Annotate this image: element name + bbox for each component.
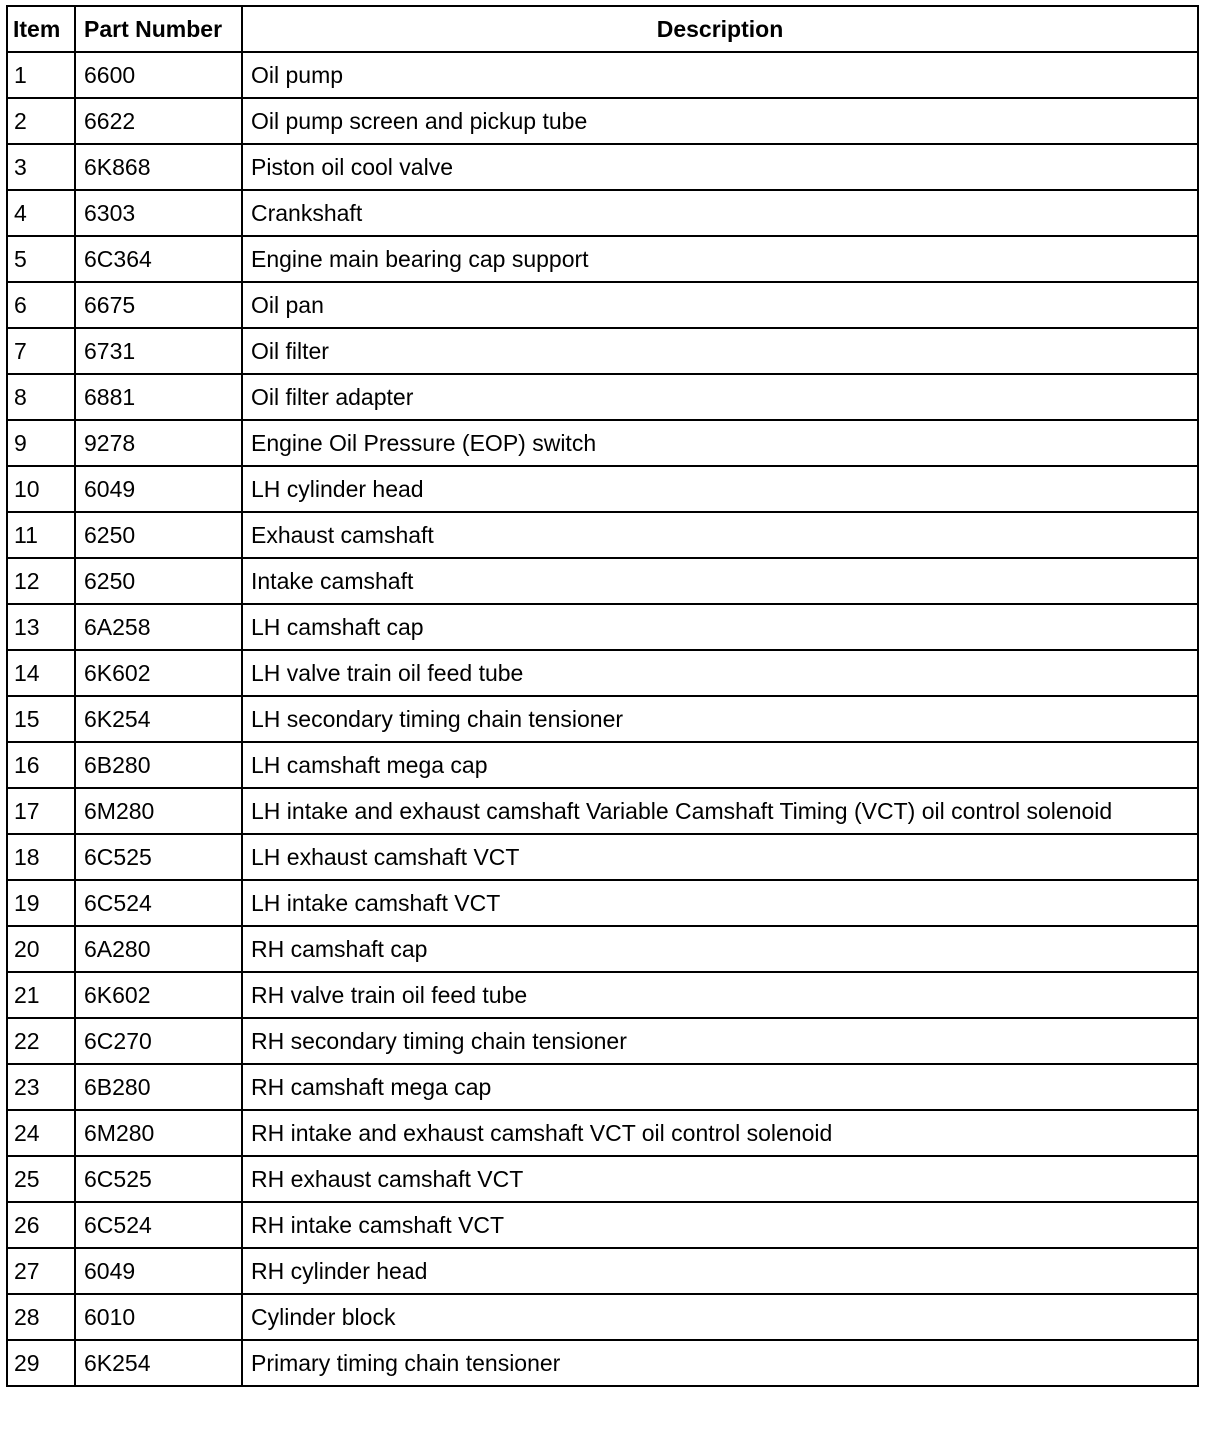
table-row (7, 742, 1198, 788)
item-cell: 4 (7, 190, 75, 236)
part-number-cell: 6250 (75, 512, 242, 558)
description-cell: LH intake camshaft VCT (242, 880, 1198, 926)
description-cell: LH camshaft mega cap (242, 742, 1198, 788)
description-cell: RH camshaft cap (242, 926, 1198, 972)
part-number-cell: 6K254 (75, 696, 242, 742)
table-row (7, 374, 1198, 420)
item-cell: 16 (7, 742, 75, 788)
table-row (7, 696, 1198, 742)
table-row (7, 1156, 1198, 1202)
item-cell: 21 (7, 972, 75, 1018)
description-cell: LH intake and exhaust camshaft Variable Camshaft Timing (VCT) oil control solenoid (242, 788, 1198, 834)
table-row (7, 328, 1198, 374)
part-number-cell: 6881 (75, 374, 242, 420)
table-row (7, 558, 1198, 604)
table-row (7, 1294, 1198, 1340)
item-cell: 11 (7, 512, 75, 558)
item-cell: 28 (7, 1294, 75, 1340)
item-cell: 2 (7, 98, 75, 144)
item-cell: 18 (7, 834, 75, 880)
part-number-cell: 6C524 (75, 1202, 242, 1248)
item-cell: 5 (7, 236, 75, 282)
part-number-cell: 6C524 (75, 880, 242, 926)
header-item: Item (7, 6, 75, 52)
description-cell: Intake camshaft (242, 558, 1198, 604)
description-cell: Exhaust camshaft (242, 512, 1198, 558)
description-cell: Primary timing chain tensioner (242, 1340, 1198, 1386)
item-cell: 9 (7, 420, 75, 466)
item-cell: 1 (7, 52, 75, 98)
table-row (7, 650, 1198, 696)
table-row (7, 190, 1198, 236)
description-cell: LH valve train oil feed tube (242, 650, 1198, 696)
description-cell: RH intake and exhaust camshaft VCT oil control solenoid (242, 1110, 1198, 1156)
part-number-cell: 6675 (75, 282, 242, 328)
table-row (7, 788, 1198, 834)
parts-table (6, 5, 1199, 1387)
part-number-cell: 6C270 (75, 1018, 242, 1064)
part-number-cell: 6049 (75, 466, 242, 512)
part-number-cell: 6K868 (75, 144, 242, 190)
table-row (7, 1064, 1198, 1110)
description-cell: Oil pump screen and pickup tube (242, 98, 1198, 144)
description-cell: Crankshaft (242, 190, 1198, 236)
description-cell: Cylinder block (242, 1294, 1198, 1340)
description-cell: RH exhaust camshaft VCT (242, 1156, 1198, 1202)
part-number-cell: 6303 (75, 190, 242, 236)
item-cell: 25 (7, 1156, 75, 1202)
table-row (7, 926, 1198, 972)
description-cell: RH secondary timing chain tensioner (242, 1018, 1198, 1064)
table-row (7, 972, 1198, 1018)
part-number-cell: 6250 (75, 558, 242, 604)
header-part-number: Part Number (75, 6, 242, 52)
description-cell: RH valve train oil feed tube (242, 972, 1198, 1018)
item-cell: 13 (7, 604, 75, 650)
part-number-cell: 6A258 (75, 604, 242, 650)
table-row (7, 1018, 1198, 1064)
item-cell: 29 (7, 1340, 75, 1386)
table-row (7, 98, 1198, 144)
table-header (7, 6, 1198, 52)
part-number-cell: 6B280 (75, 1064, 242, 1110)
description-cell: RH camshaft mega cap (242, 1064, 1198, 1110)
table-row (7, 282, 1198, 328)
part-number-cell: 6600 (75, 52, 242, 98)
description-cell: LH camshaft cap (242, 604, 1198, 650)
table-row (7, 1248, 1198, 1294)
description-cell: Engine main bearing cap support (242, 236, 1198, 282)
part-number-cell: 6622 (75, 98, 242, 144)
item-cell: 14 (7, 650, 75, 696)
item-cell: 12 (7, 558, 75, 604)
part-number-cell: 6K602 (75, 972, 242, 1018)
item-cell: 19 (7, 880, 75, 926)
table-row (7, 52, 1198, 98)
item-cell: 24 (7, 1110, 75, 1156)
part-number-cell: 9278 (75, 420, 242, 466)
part-number-cell: 6K602 (75, 650, 242, 696)
item-cell: 6 (7, 282, 75, 328)
table-row (7, 604, 1198, 650)
item-cell: 23 (7, 1064, 75, 1110)
table-row (7, 236, 1198, 282)
description-cell: Engine Oil Pressure (EOP) switch (242, 420, 1198, 466)
item-cell: 26 (7, 1202, 75, 1248)
table-row (7, 420, 1198, 466)
item-cell: 3 (7, 144, 75, 190)
description-cell: RH intake camshaft VCT (242, 1202, 1198, 1248)
description-cell: Oil pan (242, 282, 1198, 328)
table-row (7, 466, 1198, 512)
description-cell: Oil filter (242, 328, 1198, 374)
table-row (7, 880, 1198, 926)
part-number-cell: 6C364 (75, 236, 242, 282)
item-cell: 15 (7, 696, 75, 742)
table-row (7, 1110, 1198, 1156)
item-cell: 8 (7, 374, 75, 420)
part-number-cell: 6B280 (75, 742, 242, 788)
table-row (7, 512, 1198, 558)
header-description: Description (242, 6, 1198, 52)
description-cell: LH cylinder head (242, 466, 1198, 512)
table-body (7, 52, 1198, 1386)
item-cell: 10 (7, 466, 75, 512)
description-cell: Oil pump (242, 52, 1198, 98)
part-number-cell: 6731 (75, 328, 242, 374)
item-cell: 20 (7, 926, 75, 972)
description-cell: RH cylinder head (242, 1248, 1198, 1294)
table-row (7, 144, 1198, 190)
table-row (7, 1340, 1198, 1386)
description-cell: LH exhaust camshaft VCT (242, 834, 1198, 880)
part-number-cell: 6010 (75, 1294, 242, 1340)
item-cell: 7 (7, 328, 75, 374)
header-row (7, 6, 1198, 52)
part-number-cell: 6C525 (75, 834, 242, 880)
description-cell: LH secondary timing chain tensioner (242, 696, 1198, 742)
item-cell: 22 (7, 1018, 75, 1064)
table-row (7, 834, 1198, 880)
part-number-cell: 6M280 (75, 1110, 242, 1156)
item-cell: 17 (7, 788, 75, 834)
table-row (7, 1202, 1198, 1248)
part-number-cell: 6M280 (75, 788, 242, 834)
description-cell: Piston oil cool valve (242, 144, 1198, 190)
part-number-cell: 6K254 (75, 1340, 242, 1386)
part-number-cell: 6A280 (75, 926, 242, 972)
description-cell: Oil filter adapter (242, 374, 1198, 420)
item-cell: 27 (7, 1248, 75, 1294)
part-number-cell: 6C525 (75, 1156, 242, 1202)
part-number-cell: 6049 (75, 1248, 242, 1294)
